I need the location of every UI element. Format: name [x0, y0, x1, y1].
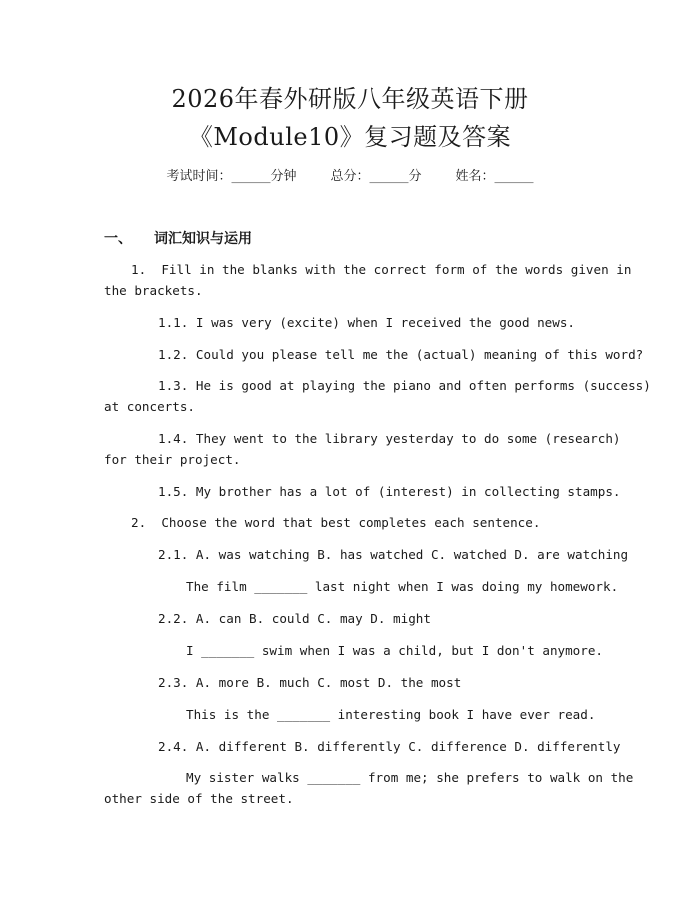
section-heading: [104, 229, 252, 249]
question-2-4-sentence-continued: other side of the street.: [104, 791, 294, 806]
total-score-field: 总分：______分: [330, 169, 422, 184]
section-number: 一、: [104, 231, 132, 247]
question-1-3-continued: at concerts.: [104, 399, 195, 414]
question-1-4: 1.4. They went to the library yesterday to do some (research): [158, 431, 621, 446]
question-1-3: 1.3. He is good at playing the piano and often performs (success): [158, 378, 651, 393]
question-2-3-sentence: This is the _______ interesting book I have ever read.: [186, 707, 596, 722]
question-2-3-options: 2.3. A. more B. much C. most D. the most: [158, 675, 462, 690]
question-1-text: 1. Fill in the blanks with the correct form of the words given in: [131, 262, 632, 277]
question-1-2: 1.2. Could you please tell me the (actual) meaning of this word?: [158, 347, 644, 362]
question-2-4-options: 2.4. A. different B. differently C. difference D. differently: [158, 739, 621, 754]
document-title-line2: 《Module10》复习题及答案: [188, 123, 512, 151]
question-1-text-continued: the brackets.: [104, 283, 203, 298]
question-1-5: 1.5. My brother has a lot of (interest) in collecting stamps.: [158, 484, 621, 499]
question-1-1: 1.1. I was very (excite) when I received the good news.: [158, 315, 576, 330]
question-2-2-options: 2.2. A. can B. could C. may D. might: [158, 611, 431, 626]
question-2-text: 2. Choose the word that best completes each sentence.: [131, 515, 541, 530]
question-2-2-sentence: I _______ swim when I was a child, but I don't anymore.: [186, 643, 604, 658]
student-name-field: 姓名：______: [455, 169, 534, 184]
question-2-1-sentence: The film _______ last night when I was doing my homework.: [186, 579, 619, 594]
exam-info-row: [0, 168, 700, 186]
section-title: 词汇知识与运用: [154, 231, 252, 247]
exam-time-field: 考试时间：______分钟: [166, 169, 297, 184]
question-2-4-sentence: My sister walks _______ from me; she prefers to walk on the: [186, 770, 634, 785]
document-title-line1: 2026年春外研版八年级英语下册: [171, 85, 529, 113]
question-2-1-options: 2.1. A. was watching B. has watched C. watched D. are watching: [158, 547, 629, 562]
question-1-4-continued: for their project.: [104, 452, 241, 467]
